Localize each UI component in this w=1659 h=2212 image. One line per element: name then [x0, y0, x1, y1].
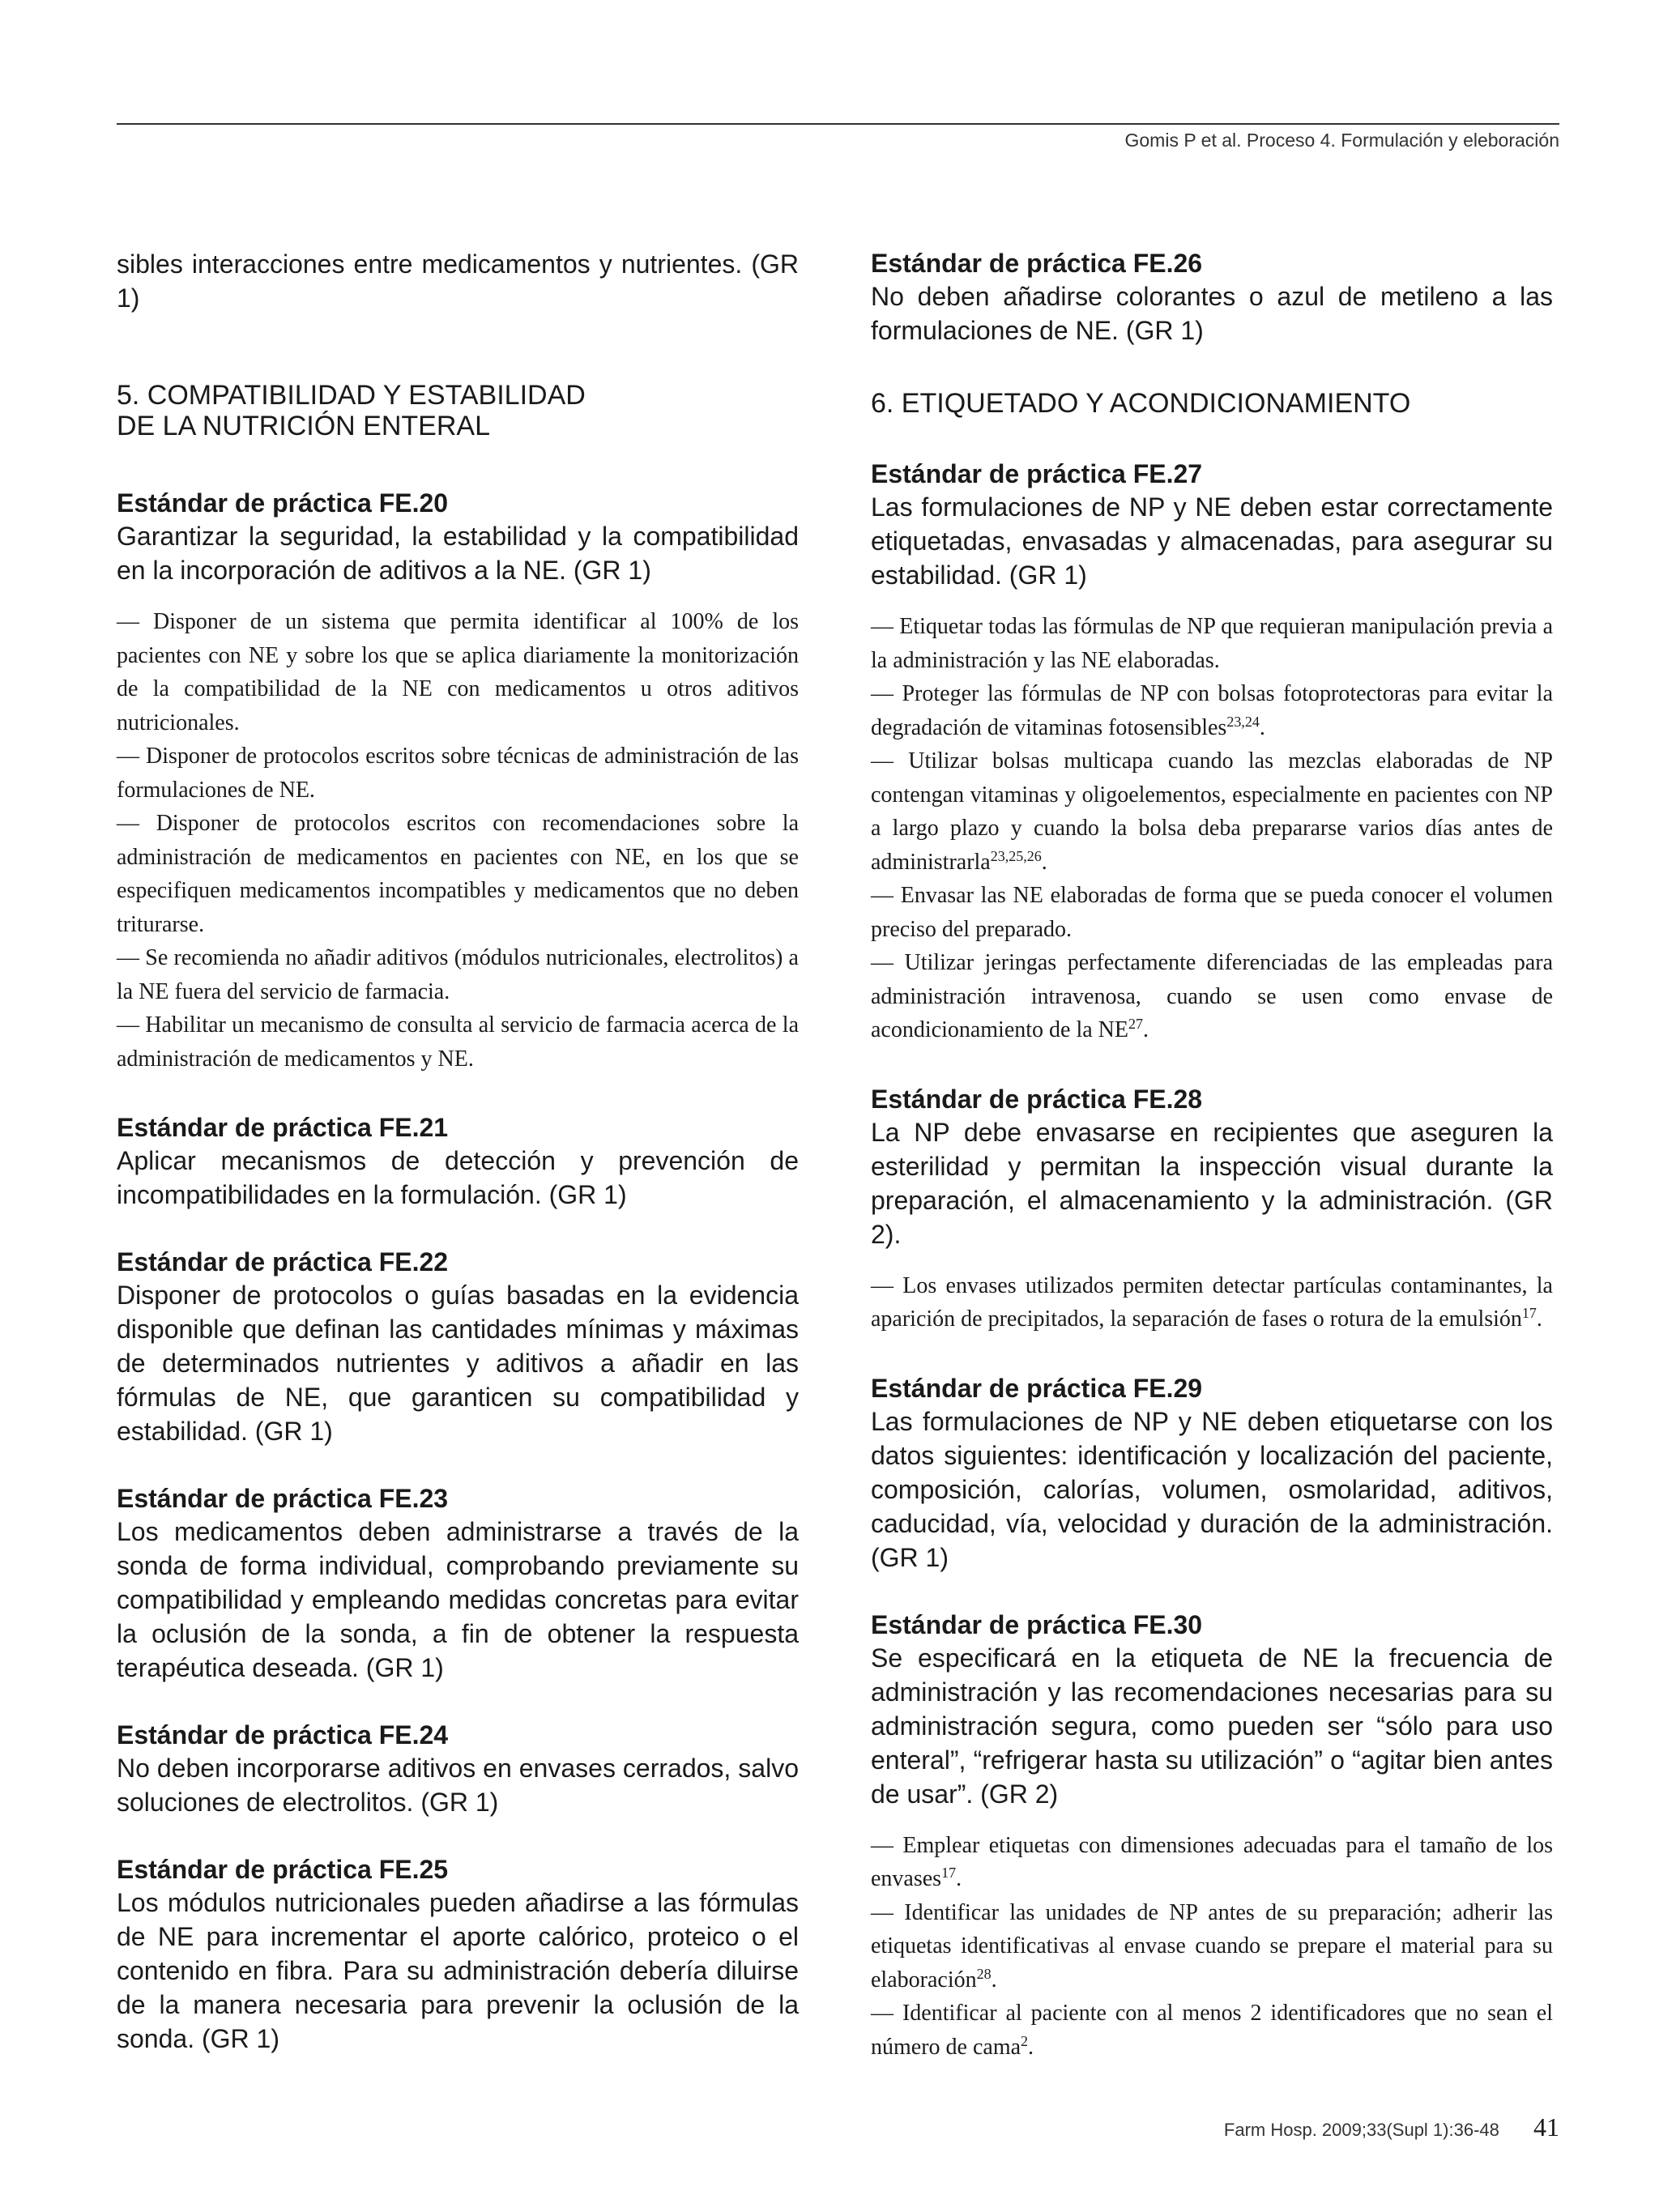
fe27-bullet-5-text: — Utilizar jeringas perfectamente diferenciadas de las empleadas para administración intravenosa, cuando se usen como envase de acondicionamiento de la NE: [871, 950, 1553, 1042]
fe27-text: Las formulaciones de NP y NE deben estar correctamente etiquetadas, envasadas y almacenadas, para asegurar su estabilidad. (GR 1): [871, 492, 1553, 590]
fe30-bullet-2-text: — Identificar las unidades de NP antes de su preparación; adherir las etiquetas identificativas al envase cuando se prepare el material para su elaboración: [871, 1899, 1553, 1993]
fe27-bullet-2: — Proteger las fórmulas de NP con bolsas fotoprotectoras para evitar la degradación de vitaminas fotosensibles$^{23,24}$.: [871, 681, 1553, 740]
fe23-title: Estándar de práctica FE.23: [117, 1484, 449, 1513]
fe20-bullet-4: — Se recomienda no añadir aditivos (módulos nutricionales, electrolitos) a la NE fuera del servicio de farmacia.: [117, 945, 799, 1004]
fe28-bullets: [871, 1269, 1553, 1336]
fe26-title: Estándar de práctica FE.26: [871, 249, 1203, 278]
fe28-bullet-1: — Los envases utilizados permiten detectar partículas contaminantes, la aparición de precipitados, la separación de fases o rotura de la emulsión$^{17}$.: [871, 1272, 1553, 1332]
fe30-bullets: [871, 1829, 1553, 2065]
fe20-bullet-5: — Habilitar un mecanismo de consulta al servicio de farmacia acerca de la administración de medicamentos y NE.: [117, 1012, 799, 1072]
fe20-bullet-1: — Disponer de un sistema que permita identificar al 100% de los pacientes con NE y sobre los que se aplica diariamente la monitorización de la compatibilidad de la NE con medicamentos u otros aditivos nutricionales.: [117, 609, 799, 735]
section-5-heading-line2: DE LA NUTRICIÓN ENTERAL: [117, 411, 490, 441]
fe30-bullet-1: — Emplear etiquetas con dimensiones adecuadas para el tamaño de los envases$^{17}$.: [871, 1832, 1553, 1891]
fe30-title: Estándar de práctica FE.30: [871, 1609, 1203, 1639]
fe27-title: Estándar de práctica FE.27: [871, 459, 1203, 488]
fe28-title: Estándar de práctica FE.28: [871, 1084, 1203, 1114]
fe30-text: Se especificará en la etiqueta de NE la frecuencia de administración y las recomendaciones necesarias para su administración segura, como pueden ser “sólo para uso enteral”, “refrigerar hasta su utilización” o “agitar bien antes de usar”. (GR 2): [871, 1643, 1553, 1809]
fe30-bullet-2: — Identificar las unidades de NP antes de su preparación; adherir las etiquetas identificativas al envase cuando se prepare el material para su elaboración$^{28}$.: [871, 1899, 1553, 1993]
fe27-bullet-2-ref: 23,24: [1226, 713, 1260, 730]
fe27-bullet-2-text: — Proteger las fórmulas de NP con bolsas fotoprotectoras para evitar la degradación de vitaminas fotosensibles: [871, 681, 1553, 740]
fe20-bullets: [117, 605, 799, 1076]
fe24-title: Estándar de práctica FE.24: [117, 1720, 449, 1750]
fe28-bullet-1-ref: 17: [1521, 1305, 1537, 1321]
fe30-bullet-3-ref: 2: [1021, 2032, 1029, 2049]
fe29-title: Estándar de práctica FE.29: [871, 1373, 1203, 1403]
fe27-bullet-5-ref: 27: [1128, 1016, 1143, 1032]
fe21-text: Aplicar mecanismos de detección y prevención de incompatibilidades en la formulación. (GR 1): [117, 1146, 799, 1209]
fe27-bullet-3-ref: 23,25,26: [990, 847, 1042, 864]
fe30-bullet-3-text: — Identificar al paciente con al menos 2 identificadores que no sean el número de cama: [871, 2001, 1553, 2060]
fe22-text: Disponer de protocolos o guías basadas en la evidencia disponible que definan las cantidades mínimas y máximas de determinados nutrientes y aditivos a añadir en las fórmulas de NE, que garanticen su compatibilidad y estabilidad. (GR 1): [117, 1281, 799, 1446]
section-6-heading: 6. ETIQUETADO Y ACONDICIONAMIENTO: [871, 388, 1411, 419]
fe30-bullet-3: — Identificar al paciente con al menos 2 identificadores que no sean el número de cama$^2$.: [871, 2001, 1553, 2060]
fe30-bullet-1-ref: 17: [941, 1865, 957, 1881]
fe25-title: Estándar de práctica FE.25: [117, 1855, 449, 1884]
fe28-text: La NP debe envasarse en recipientes que aseguren la esterilidad y permitan la inspección visual durante la preparación, el almacenamiento y la administración. (GR 2).: [871, 1117, 1553, 1249]
fe20-title: Estándar de práctica FE.20: [117, 488, 449, 518]
fe20-text: Garantizar la seguridad, la estabilidad y la compatibilidad en la incorporación de aditivos a la NE. (GR 1): [117, 522, 799, 585]
fe28-bullet-1-text: — Los envases utilizados permiten detectar partículas contaminantes, la aparición de precipitados, la separación de fases o rotura de la emulsión: [871, 1272, 1553, 1332]
fe20-bullet-2: — Disponer de protocolos escritos sobre técnicas de administración de las formulaciones de NE.: [117, 744, 799, 803]
page-footer: [1224, 2112, 1559, 2142]
section-5-heading-line1: 5. COMPATIBILIDAD Y ESTABILIDAD: [117, 380, 586, 411]
fe24-text: No deben incorporarse aditivos en envases cerrados, salvo soluciones de electrolitos. (GR 1): [117, 1754, 799, 1817]
page-number: 41: [1533, 2112, 1559, 2142]
fe25-text: Los módulos nutricionales pueden añadirse a las fórmulas de NE para incrementar el aporte calórico, proteico o el contenido en fibra. Para su administración debería diluirse de la manera necesaria para prevenir la oclusión de la sonda. (GR 1): [117, 1888, 799, 2053]
running-head: Gomis P et al. Proceso 4. Formulación y eleboración: [1124, 130, 1559, 151]
fe27-bullet-4: — Envasar las NE elaboradas de forma que se pueda conocer el volumen preciso del preparado.: [871, 883, 1553, 942]
journal-citation: Farm Hosp. 2009;33(Supl 1):36-48: [1223, 2120, 1499, 2140]
fe30-bullet-1-text: — Emplear etiquetas con dimensiones adecuadas para el tamaño de los envases: [871, 1832, 1553, 1891]
fe30-bullet-2-ref: 28: [976, 1965, 992, 1982]
right-column: [871, 247, 1553, 2064]
fe29-text: Las formulaciones de NP y NE deben etiquetarse con los datos siguientes: identificación y localización del paciente, composición, calorías, volumen, osmolaridad, aditivos, caducidad, vía, velocidad y duración de la administración. (GR 1): [871, 1406, 1553, 1572]
fe20-bullet-3: — Disponer de protocolos escritos con recomendaciones sobre la administración de medicamentos en pacientes con NE, en los que se especifiquen medicamentos incompatibles y medicamentos que no deben triturarse.: [117, 811, 799, 937]
fe26-text: No deben añadirse colorantes o azul de metileno a las formulaciones de NE. (GR 1): [871, 282, 1553, 345]
fe23-text: Los medicamentos deben administrarse a través de la sonda de forma individual, comprobando previamente su compatibilidad y empleando medidas concretas para evitar la oclusión de la sonda, a fin de obtener la respuesta terapéutica deseada. (GR 1): [117, 1517, 799, 1682]
continuation-paragraph: sibles interacciones entre medicamentos y nutrientes. (GR 1): [117, 249, 799, 313]
fe27-bullet-3-text: — Utilizar bolsas multicapa cuando las mezclas elaboradas de NP contengan vitaminas y oligoelementos, especialmente en pacientes con NP a largo plazo y cuando la bolsa deba prepararse varios días antes de administrarla: [871, 748, 1553, 875]
fe27-bullet-1: — Etiquetar todas las fórmulas de NP que requieran manipulación previa a la administración y las NE elaboradas.: [871, 614, 1553, 673]
fe22-title: Estándar de práctica FE.22: [117, 1247, 449, 1276]
fe27-bullet-3: — Utilizar bolsas multicapa cuando las mezclas elaboradas de NP contengan vitaminas y oligoelementos, especialmente en pacientes con NP a largo plazo y cuando la bolsa deba prepararse varios días antes de administrarla$^{23,25,26}$.: [871, 748, 1553, 875]
fe21-title: Estándar de práctica FE.21: [117, 1113, 449, 1142]
left-column: [117, 247, 799, 2056]
fe27-bullet-5: — Utilizar jeringas perfectamente diferenciadas de las empleadas para administración intravenosa, cuando se usen como envase de acondicionamiento de la NE$^{27}$.: [871, 950, 1553, 1042]
fe27-bullets: [871, 610, 1553, 1047]
header-rule: [117, 123, 1559, 125]
section-5-heading: [117, 380, 799, 441]
